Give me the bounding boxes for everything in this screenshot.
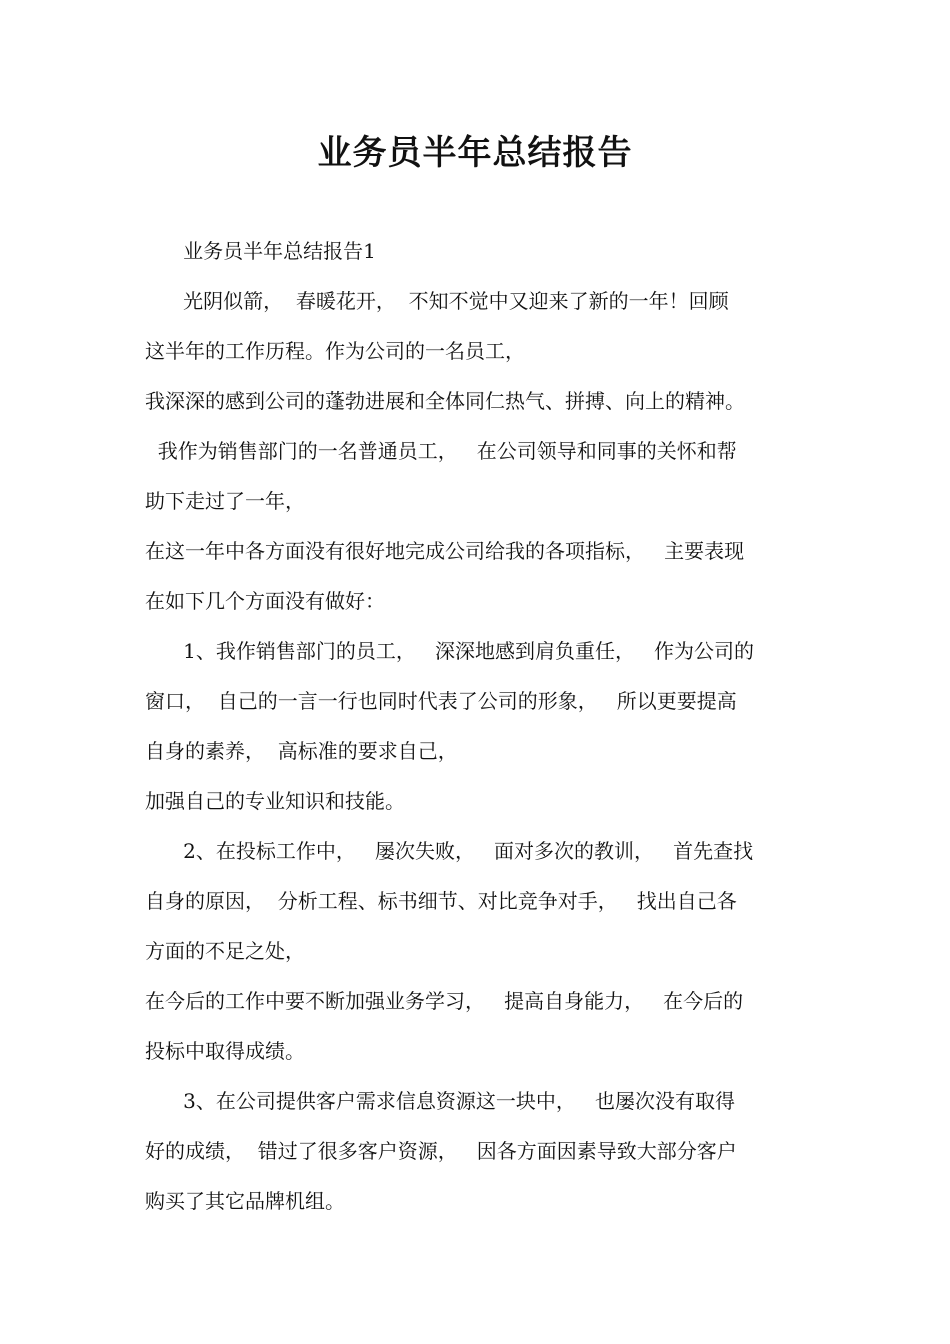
paragraph-line: 在这一年中各方面没有很好地完成公司给我的各项指标， 主要表现: [145, 539, 745, 563]
list-item-line: 加强自己的专业知识和技能。: [145, 789, 405, 813]
list-item-line: 窗口， 自己的一言一行也同时代表了公司的形象， 所以更要提高: [145, 689, 737, 713]
paragraph-line: 助下走过了一年，: [145, 489, 305, 513]
list-item-line: 自身的素养， 高标准的要求自己，: [145, 739, 458, 763]
paragraph-line: 我深深的感到公司的蓬勃进展和全体同仁热气、拼搏、向上的精神。: [145, 389, 745, 413]
paragraph-line: 在如下几个方面没有做好：: [145, 589, 385, 613]
list-item-line: 2、在投标工作中， 屡次失败， 面对多次的教训， 首先查找: [145, 839, 754, 863]
list-item-line: 3、在公司提供客户需求信息资源这一块中， 也屡次没有取得: [145, 1089, 735, 1113]
list-item-line: 1、我作销售部门的员工， 深深地感到肩负重任， 作为公司的: [145, 639, 755, 663]
list-item-line: 方面的不足之处，: [145, 939, 305, 963]
paragraph-line: 这半年的工作历程。作为公司的一名员工，: [145, 339, 525, 363]
list-item-line: 购买了其它品牌机组。: [145, 1189, 345, 1213]
paragraph-line: 光阴似箭， 春暖花开， 不知不觉中又迎来了新的一年！回顾: [145, 289, 729, 313]
list-item-line: 投标中取得成绩。: [145, 1039, 305, 1063]
subtitle-line: 业务员半年总结报告1: [145, 239, 376, 263]
list-item-line: 好的成绩， 错过了很多客户资源， 因各方面因素导致大部分客户: [145, 1139, 737, 1163]
paragraph-line: 我作为销售部门的一名普通员工， 在公司领导和同事的关怀和帮: [145, 439, 737, 463]
list-item-line: 自身的原因， 分析工程、标书细节、对比竞争对手， 找出自己各: [145, 889, 737, 913]
list-item-line: 在今后的工作中要不断加强业务学习， 提高自身能力， 在今后的: [145, 989, 744, 1013]
document-title: 业务员半年总结报告: [317, 133, 633, 173]
